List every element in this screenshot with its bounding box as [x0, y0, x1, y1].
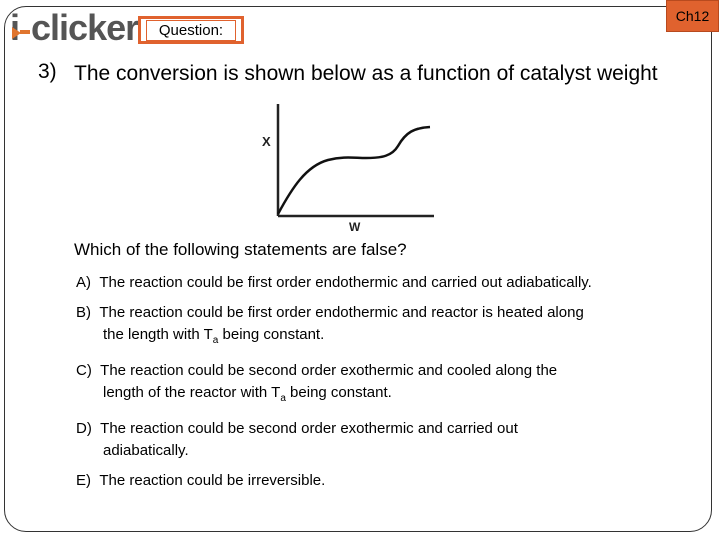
option-letter: E) [76, 472, 91, 489]
option-e [76, 470, 676, 492]
option-text-part: being constant. [218, 326, 325, 343]
conversion-graph [258, 100, 438, 235]
question-text: The conversion is shown below as a function of catalyst weight [74, 62, 658, 85]
option-text-part: the length with T [103, 326, 213, 343]
option-text: The reaction could be first order endothermic and reactor is heated along [99, 304, 584, 321]
option-d [76, 418, 676, 462]
options-list [76, 272, 676, 500]
iclicker-logo [10, 8, 138, 48]
question-number: 3) [38, 60, 57, 83]
logo-text: clicker [31, 7, 139, 48]
option-letter: D) [76, 420, 92, 437]
graph-x-label: W [349, 220, 361, 234]
option-letter: A) [76, 274, 91, 291]
graph-curve [278, 127, 430, 214]
question-label: Question: [146, 20, 236, 41]
option-continuation [76, 324, 676, 352]
option-a [76, 272, 676, 294]
option-letter: B) [76, 304, 91, 321]
option-continuation [76, 382, 676, 410]
logo-i-glyph: i [10, 7, 20, 48]
option-letter: C) [76, 362, 92, 379]
option-b [76, 302, 676, 352]
logo-dash [20, 30, 30, 34]
sub-question: Which of the following statements are false? [74, 240, 407, 259]
question-label-box [138, 16, 244, 44]
option-text: The reaction could be first order endothermic and carried out adiabatically. [99, 274, 592, 291]
subscript: a [212, 335, 219, 346]
option-c [76, 360, 676, 410]
option-text: The reaction could be second order exothermic and carried out [100, 420, 518, 437]
graph-y-label: X [262, 134, 271, 149]
option-text: The reaction could be irreversible. [99, 472, 326, 489]
option-text-part: being constant. [285, 384, 392, 401]
option-continuation [76, 440, 676, 462]
subscript: a [280, 393, 286, 404]
option-text-part: length of the reactor with T [103, 384, 281, 401]
chapter-badge: Ch12 [666, 0, 719, 32]
option-text: The reaction could be second order exothermic and cooled along the [100, 362, 558, 379]
option-text-part: adiabatically. [103, 442, 189, 459]
